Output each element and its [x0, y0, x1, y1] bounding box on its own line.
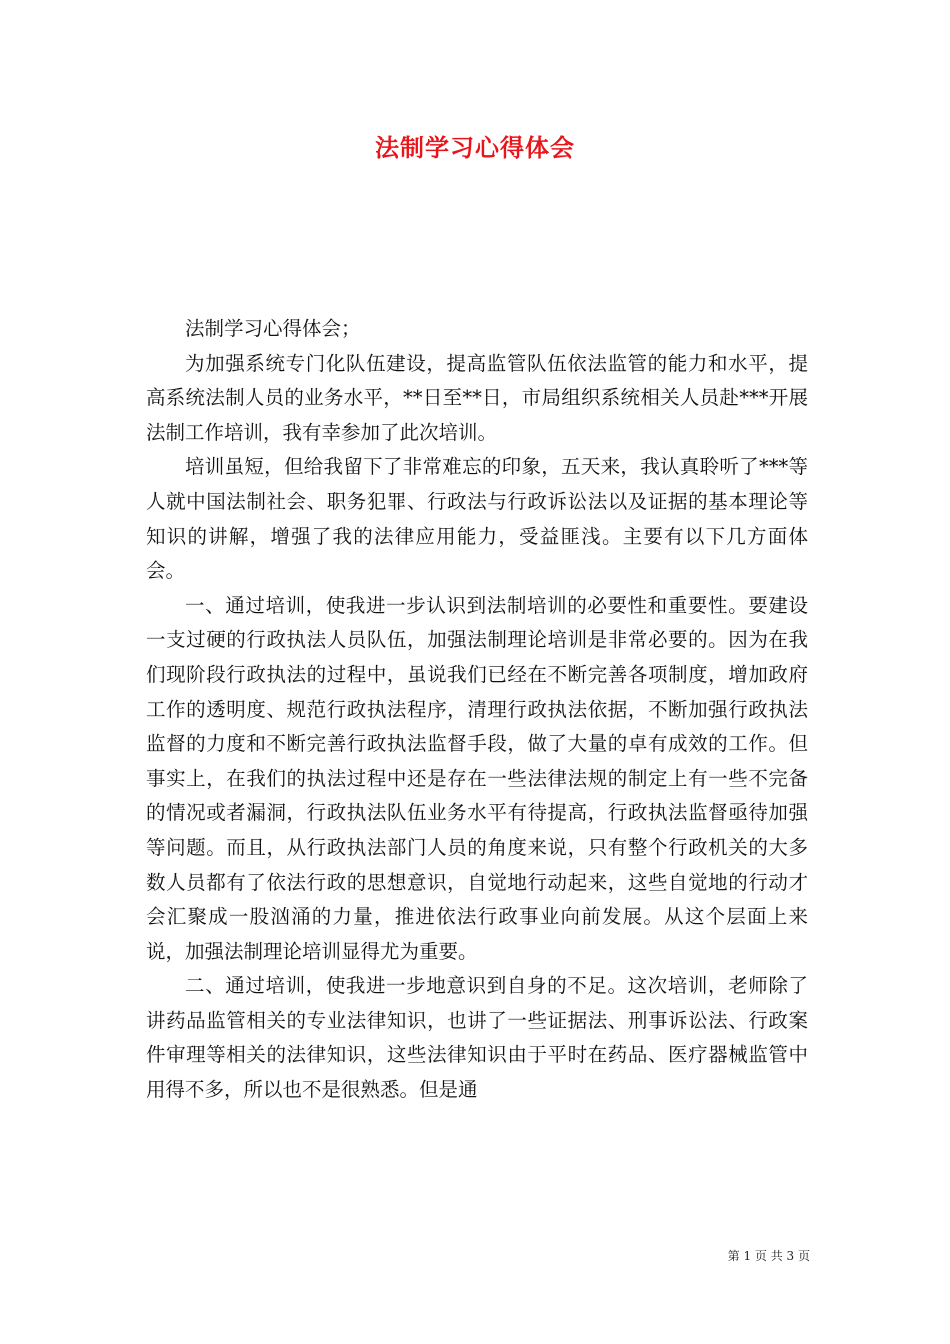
body-paragraph: 二、通过培训，使我进一步地意识到自身的不足。这次培训，老师除了讲药品监管相关的专业法律知识，也讲了一些证据法、刑事诉讼法、行政案件审理等相关的法律知识，这些法律知识由于平时在药品、医疗器械监管中用得不多，所以也不是很熟悉。但是通 [146, 974, 808, 1102]
document-body [146, 312, 808, 1108]
body-paragraph: 为加强系统专门化队伍建设，提高监管队伍依法监管的能力和水平，提高系统法制人员的业务水平，**日至**日，市局组织系统相关人员赴***开展法制工作培训，我有幸参加了此次培训。 [146, 351, 808, 444]
body-paragraph: 法制学习心得体会； [185, 317, 361, 340]
page-number: 第 1 页 共 3 页 [727, 1249, 810, 1263]
body-paragraph: 培训虽短，但给我留下了非常难忘的印象，五天来，我认真聆听了***等人就中国法制社会、职务犯罪、行政法与行政诉讼法以及证据的基本理论等知识的讲解，增强了我的法律应用能力，受益匪浅。主要有以下几方面体会。 [146, 455, 808, 583]
body-paragraph: 一、通过培训，使我进一步认识到法制培训的必要性和重要性。要建设一支过硬的行政执法人员队伍，加强法制理论培训是非常必要的。因为在我们现阶段行政执法的过程中，虽说我们已经在不断完善各项制度，增加政府工作的透明度、规范行政执法程序，清理行政执法依据，不断加强行政执法监督的力度和不断完善行政执法监督手段，做了大量的卓有成效的工作。但事实上，在我们的执法过程中还是存在一些法律法规的制定上有一些不完备的情况或者漏洞，行政执法队伍业务水平有待提高，行政执法监督亟待加强等问题。而且，从行政执法部门人员的角度来说，只有整个行政机关的大多数人员都有了依法行政的思想意识，自觉地行动起来，这些自觉地的行动才会汇聚成一股汹涌的力量，推进依法行政事业向前发展。从这个层面上来说，加强法制理论培训显得尤为重要。 [146, 593, 808, 963]
document-title: 法制学习心得体会 [375, 133, 575, 162]
